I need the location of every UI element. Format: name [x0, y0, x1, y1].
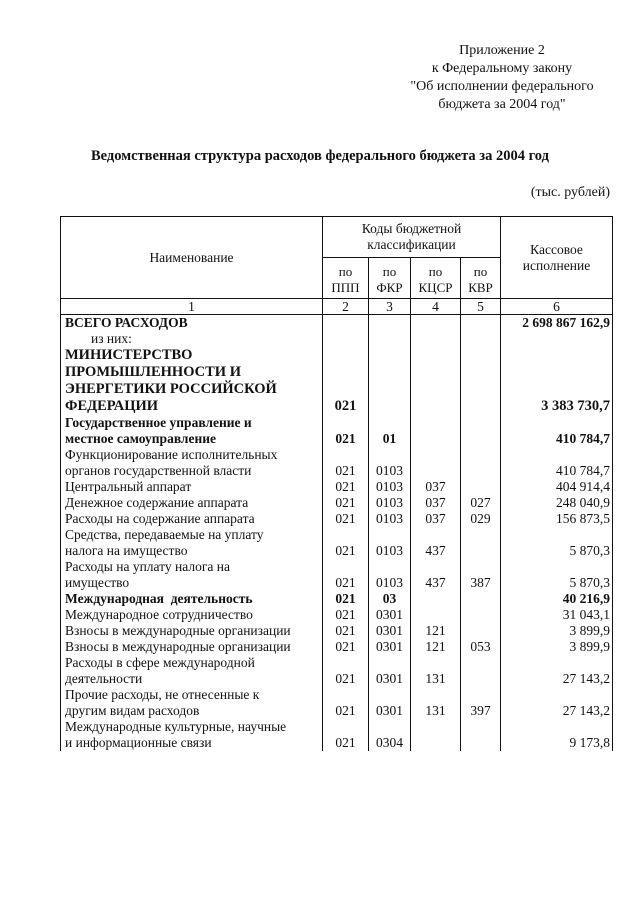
- row-kcsr: 131: [411, 687, 461, 719]
- annex-heading: [392, 42, 612, 114]
- row-name: Расходы на содержание аппарата: [61, 511, 323, 527]
- row-name-line: налога на имущество: [65, 543, 188, 558]
- table-row: [61, 511, 613, 527]
- row-kcsr: 037: [411, 495, 461, 511]
- header-name: Наименование: [61, 217, 323, 299]
- row-kcsr: 121: [411, 623, 461, 639]
- row-name-line: местное самоуправление: [65, 431, 217, 446]
- table-row: [61, 495, 613, 511]
- row-sum: 2 698 867 162,9: [501, 315, 613, 332]
- header-codes: [323, 217, 501, 258]
- row-name: [61, 559, 323, 591]
- row-name-line: ЭНЕРГЕТИКИ РОССИЙСКОЙ: [65, 381, 277, 397]
- row-name: [61, 655, 323, 687]
- row-fkr: 0301: [369, 623, 411, 639]
- header-codes-line: Коды бюджетной: [361, 221, 462, 236]
- row-name-line: и информационные связи: [65, 735, 212, 750]
- row-ppp: 021: [323, 591, 369, 607]
- column-number: 3: [369, 299, 411, 315]
- row-name: Денежное содержание аппарата: [61, 495, 323, 511]
- row-sum: 156 873,5: [501, 511, 613, 527]
- row-ppp: 021: [323, 511, 369, 527]
- row-ppp: 021: [323, 527, 369, 559]
- row-fkr: 01: [369, 415, 411, 447]
- row-fkr: 0103: [369, 527, 411, 559]
- row-ppp: 021: [323, 559, 369, 591]
- header-kvr-line: по: [473, 264, 488, 279]
- row-name-line: Расходы на уплату налога на: [65, 559, 230, 574]
- annex-line: Приложение 2: [459, 43, 545, 58]
- header-kcsr-line: КЦСР: [418, 280, 453, 295]
- table-row: [61, 415, 613, 447]
- row-kcsr: 121: [411, 639, 461, 655]
- row-fkr: 0103: [369, 447, 411, 479]
- table-row: [61, 315, 613, 332]
- row-name: [61, 719, 323, 751]
- row-name: Взносы в международные организации: [61, 639, 323, 655]
- column-number: 6: [501, 299, 613, 315]
- row-name: [61, 347, 323, 415]
- row-fkr: 0301: [369, 687, 411, 719]
- row-name: ВСЕГО РАСХОДОВ: [61, 315, 323, 332]
- row-fkr: 0103: [369, 495, 411, 511]
- table-row: [61, 479, 613, 495]
- table-row: [61, 331, 613, 347]
- row-name-line: Международные культурные, научные: [65, 719, 287, 734]
- table-row: [61, 655, 613, 687]
- row-name-line: ПРОМЫШЛЕННОСТИ И: [65, 364, 241, 380]
- row-name-line: Средства, передаваемые на уплату: [65, 527, 264, 542]
- row-name: [61, 447, 323, 479]
- table-row: [61, 623, 613, 639]
- row-sum: 9 173,8: [501, 719, 613, 751]
- row-name-line: органов государственной власти: [65, 463, 252, 478]
- column-number: 1: [61, 299, 323, 315]
- header-ppp-line: по: [338, 264, 353, 279]
- row-fkr: 0304: [369, 719, 411, 751]
- table-row: [61, 447, 613, 479]
- row-kvr: 027: [461, 495, 501, 511]
- row-fkr: 0103: [369, 511, 411, 527]
- units-label: (тыс. рублей): [530, 185, 610, 200]
- row-name-line: другим видам расходов: [65, 703, 200, 718]
- row-name-line: деятельности: [65, 671, 143, 686]
- row-sum: 3 899,9: [501, 623, 613, 639]
- row-name: из них:: [61, 331, 323, 347]
- row-ppp: 021: [323, 607, 369, 623]
- row-sum: 3 899,9: [501, 639, 613, 655]
- row-sum: 410 784,7: [501, 415, 613, 447]
- row-fkr: 0301: [369, 655, 411, 687]
- document-title: Ведомственная структура расходов федерального бюджета за 2004 год: [91, 148, 549, 164]
- row-fkr: 03: [369, 591, 411, 607]
- row-kcsr: 131: [411, 655, 461, 687]
- row-kcsr: 437: [411, 527, 461, 559]
- row-sum: 410 784,7: [501, 447, 613, 479]
- column-number: 5: [461, 299, 501, 315]
- row-name-line: Государственное управление и: [65, 415, 252, 430]
- row-kcsr: 037: [411, 479, 461, 495]
- row-name: [61, 415, 323, 447]
- row-sum: 5 870,3: [501, 559, 613, 591]
- column-number: 4: [411, 299, 461, 315]
- row-name-line: Расходы в сфере международной: [65, 655, 255, 670]
- row-ppp: 021: [323, 639, 369, 655]
- row-sum: 27 143,2: [501, 687, 613, 719]
- row-sum: 3 383 730,7: [501, 347, 613, 415]
- row-name-line: ФЕДЕРАЦИИ: [65, 398, 159, 414]
- row-fkr: 0301: [369, 607, 411, 623]
- annex-line: к Федеральному закону: [431, 61, 573, 76]
- table-row: [61, 607, 613, 623]
- row-name-line: имущество: [65, 575, 130, 590]
- header-fkr: [369, 258, 411, 299]
- row-name: Взносы в международные организации: [61, 623, 323, 639]
- row-name: Международная деятельность: [61, 591, 323, 607]
- header-sum-line: Кассовое: [530, 241, 583, 257]
- header-kcsr-line: по: [428, 264, 443, 279]
- row-kcsr: 437: [411, 559, 461, 591]
- row-name: [61, 687, 323, 719]
- header-ppp: [323, 258, 369, 299]
- table-row: [61, 527, 613, 559]
- row-kvr: 397: [461, 687, 501, 719]
- row-ppp: 021: [323, 447, 369, 479]
- row-fkr: 0301: [369, 639, 411, 655]
- row-ppp: 021: [323, 495, 369, 511]
- row-ppp: 021: [323, 415, 369, 447]
- table-row: [61, 591, 613, 607]
- row-name-line: Прочие расходы, не отнесенные к: [65, 687, 260, 702]
- column-number: 2: [323, 299, 369, 315]
- header-codes-line: классификации: [367, 237, 456, 252]
- row-ppp: 021: [323, 687, 369, 719]
- row-fkr: 0103: [369, 559, 411, 591]
- row-sum: 404 914,4: [501, 479, 613, 495]
- header-kvr-line: КВР: [468, 280, 493, 295]
- row-name: [61, 527, 323, 559]
- header-ppp-line: ППП: [331, 280, 360, 295]
- row-ppp: 021: [323, 479, 369, 495]
- annex-line: бюджета за 2004 год": [438, 97, 566, 112]
- row-kcsr: 037: [411, 511, 461, 527]
- header-fkr-line: ФКР: [376, 280, 403, 295]
- table-row: [61, 719, 613, 751]
- row-fkr: 0103: [369, 479, 411, 495]
- row-name: Центральный аппарат: [61, 479, 323, 495]
- header-kcsr: [411, 258, 461, 299]
- row-ppp: 021: [323, 347, 369, 415]
- header-fkr-line: по: [382, 264, 397, 279]
- row-ppp: 021: [323, 719, 369, 751]
- row-sum: 31 043,1: [501, 607, 613, 623]
- row-sum: 40 216,9: [501, 591, 613, 607]
- header-sum: [501, 217, 613, 299]
- row-ppp: 021: [323, 655, 369, 687]
- table-row: [61, 687, 613, 719]
- row-sum: 27 143,2: [501, 655, 613, 687]
- header-sum-line: исполнение: [522, 257, 591, 273]
- annex-line: "Об исполнении федерального: [410, 79, 594, 94]
- table-row: [61, 559, 613, 591]
- row-kvr: 029: [461, 511, 501, 527]
- row-name-line: Функционирование исполнительных: [65, 447, 278, 462]
- table-row: [61, 639, 613, 655]
- row-kvr: 387: [461, 559, 501, 591]
- table-row: [61, 347, 613, 415]
- row-ppp: 021: [323, 623, 369, 639]
- row-sum: 248 040,9: [501, 495, 613, 511]
- header-kvr: [461, 258, 501, 299]
- row-name: Международное сотрудничество: [61, 607, 323, 623]
- row-kvr: 053: [461, 639, 501, 655]
- row-sum: 5 870,3: [501, 527, 613, 559]
- budget-table: [60, 216, 613, 751]
- row-name-line: МИНИСТЕРСТВО: [65, 347, 193, 363]
